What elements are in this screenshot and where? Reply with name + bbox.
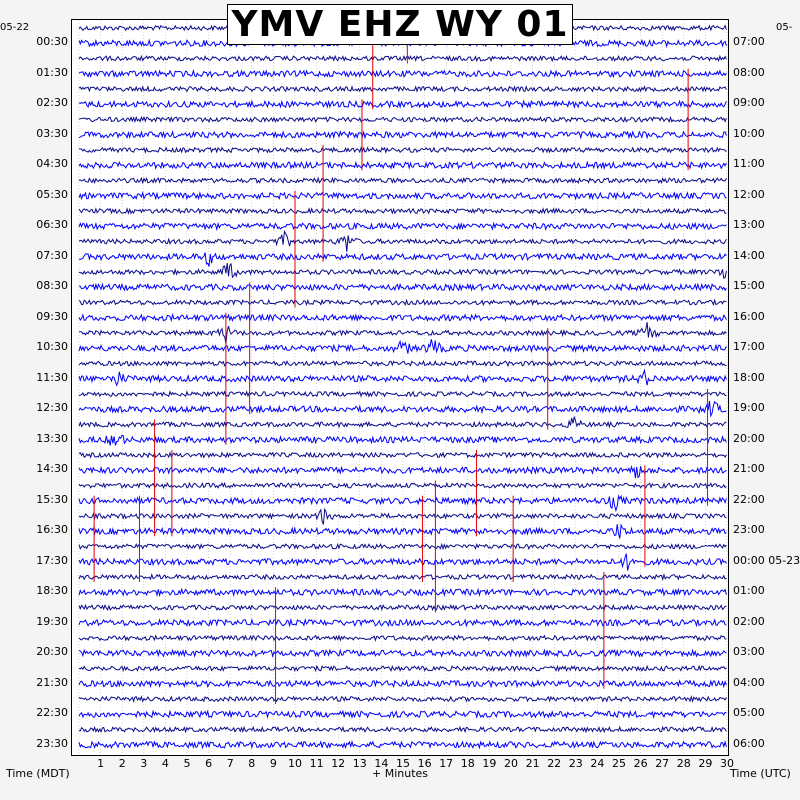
right-time-label: 19:00 [733, 401, 765, 414]
left-time-label: 13:30 [36, 431, 68, 445]
right-time-label: 18:00 [733, 370, 765, 384]
left-time-label: 06:30 [36, 218, 68, 231]
x-tick-label: 7 [226, 757, 234, 770]
right-time-label: 15:00 [733, 279, 765, 292]
x-tick-label: 12 [331, 757, 346, 770]
right-time-label: 07:00 [733, 35, 765, 48]
left-time-label: 19:30 [36, 614, 68, 628]
x-tick-label: 15 [396, 757, 410, 770]
x-tick-label: 21 [525, 757, 540, 770]
left-date-label: 05-22 [0, 22, 30, 33]
x-tick-label: 24 [590, 757, 605, 770]
right-time-label: 01:00 [733, 584, 765, 597]
left-time-label: 15:30 [36, 492, 68, 506]
x-tick-label: 14 [374, 757, 389, 770]
right-time-label: 02:00 [733, 614, 765, 628]
right-time-label: 06:00 [733, 736, 765, 750]
right-time-label: 08:00 [733, 65, 765, 79]
right-time-label: 12:00 [733, 187, 765, 201]
x-tick-label: 3 [140, 757, 148, 770]
left-time-label: 05:30 [36, 187, 68, 201]
left-time-label: 01:30 [36, 65, 68, 79]
right-time-label: 23:00 [733, 523, 765, 536]
right-time-label: 21:00 [733, 462, 765, 475]
x-tick-label: 11 [309, 757, 324, 770]
trace-line [79, 554, 726, 571]
trace-line [79, 162, 726, 168]
trace-line [79, 193, 726, 199]
right-time-label: 17:00 [733, 340, 765, 353]
left-time-label: 21:30 [36, 675, 68, 689]
trace-line [79, 132, 726, 138]
left-time-label: 11:30 [36, 370, 68, 384]
right-time-label: 11:00 [733, 157, 765, 170]
trace-line [79, 605, 726, 610]
right-time-label: 22:00 [733, 492, 765, 506]
left-time-label: 22:30 [36, 706, 68, 719]
trace-line [79, 253, 726, 267]
x-tick-label: 6 [205, 757, 213, 770]
x-tick-label: 27 [655, 757, 670, 770]
right-time-label: 16:00 [733, 309, 765, 323]
trace-line [79, 496, 726, 510]
left-time-label: 12:30 [36, 401, 68, 414]
left-axis-label: Time (MDT) [6, 767, 70, 780]
right-time-label: 10:00 [733, 126, 765, 140]
x-axis-label: + Minutes [372, 767, 429, 780]
x-tick-label: 5 [183, 757, 191, 770]
x-tick-label: 30 [720, 757, 734, 770]
x-tick-label: 18 [460, 757, 475, 770]
right-date-label: 05- [776, 22, 793, 33]
right-time-label: 03:00 [733, 645, 765, 658]
x-tick-label: 1 [97, 757, 105, 770]
right-time-label: 20:00 [733, 431, 765, 445]
left-time-label: 23:30 [36, 736, 68, 750]
trace-line [79, 71, 726, 77]
left-time-label: 08:30 [36, 279, 68, 292]
left-time-label: 16:30 [36, 523, 68, 536]
x-tick-label: 13 [352, 757, 367, 770]
left-time-label: 02:30 [36, 96, 68, 109]
trace-line [79, 509, 726, 524]
left-time-label: 20:30 [36, 645, 68, 658]
trace-line [79, 650, 726, 656]
x-tick-label: 10 [288, 757, 302, 770]
left-time-label: 09:30 [36, 309, 68, 323]
x-tick-label: 20 [504, 757, 518, 770]
trace-line [79, 148, 726, 153]
x-tick-label: 2 [118, 757, 126, 770]
x-tick-label: 28 [676, 757, 691, 770]
right-time-label: 09:00 [733, 96, 765, 109]
x-tick-label: 26 [633, 757, 648, 770]
right-time-label: 05:00 [733, 706, 765, 719]
right-axis-label: Time (UTC) [730, 767, 791, 780]
left-time-label: 17:30 [36, 553, 68, 567]
right-time-label: 14:00 [733, 248, 765, 262]
x-tick-label: 25 [612, 757, 626, 770]
left-time-label: 07:30 [36, 248, 68, 262]
trace-line [79, 284, 726, 290]
x-tick-label: 16 [417, 757, 432, 770]
x-tick-label: 23 [568, 757, 583, 770]
left-time-label: 18:30 [36, 584, 68, 597]
x-tick-label: 9 [269, 757, 277, 770]
left-time-label: 00:30 [36, 35, 68, 48]
x-tick-label: 29 [698, 757, 713, 770]
chart-title: YMV EHZ WY 01 [227, 4, 573, 45]
x-tick-label: 8 [248, 757, 256, 770]
right-time-label: 13:00 [733, 218, 765, 231]
right-time-label: 04:00 [733, 675, 765, 689]
x-tick-label: 17 [439, 757, 454, 770]
trace-line [79, 101, 726, 107]
left-time-label: 03:30 [36, 126, 68, 140]
right-time-label: 00:00 05-23 [733, 553, 800, 567]
x-tick-label: 4 [161, 757, 169, 770]
x-tick-label: 19 [482, 757, 497, 770]
x-tick-label: 22 [547, 757, 562, 770]
left-time-label: 14:30 [36, 462, 68, 475]
left-time-label: 10:30 [36, 340, 68, 353]
left-time-label: 04:30 [36, 157, 68, 170]
